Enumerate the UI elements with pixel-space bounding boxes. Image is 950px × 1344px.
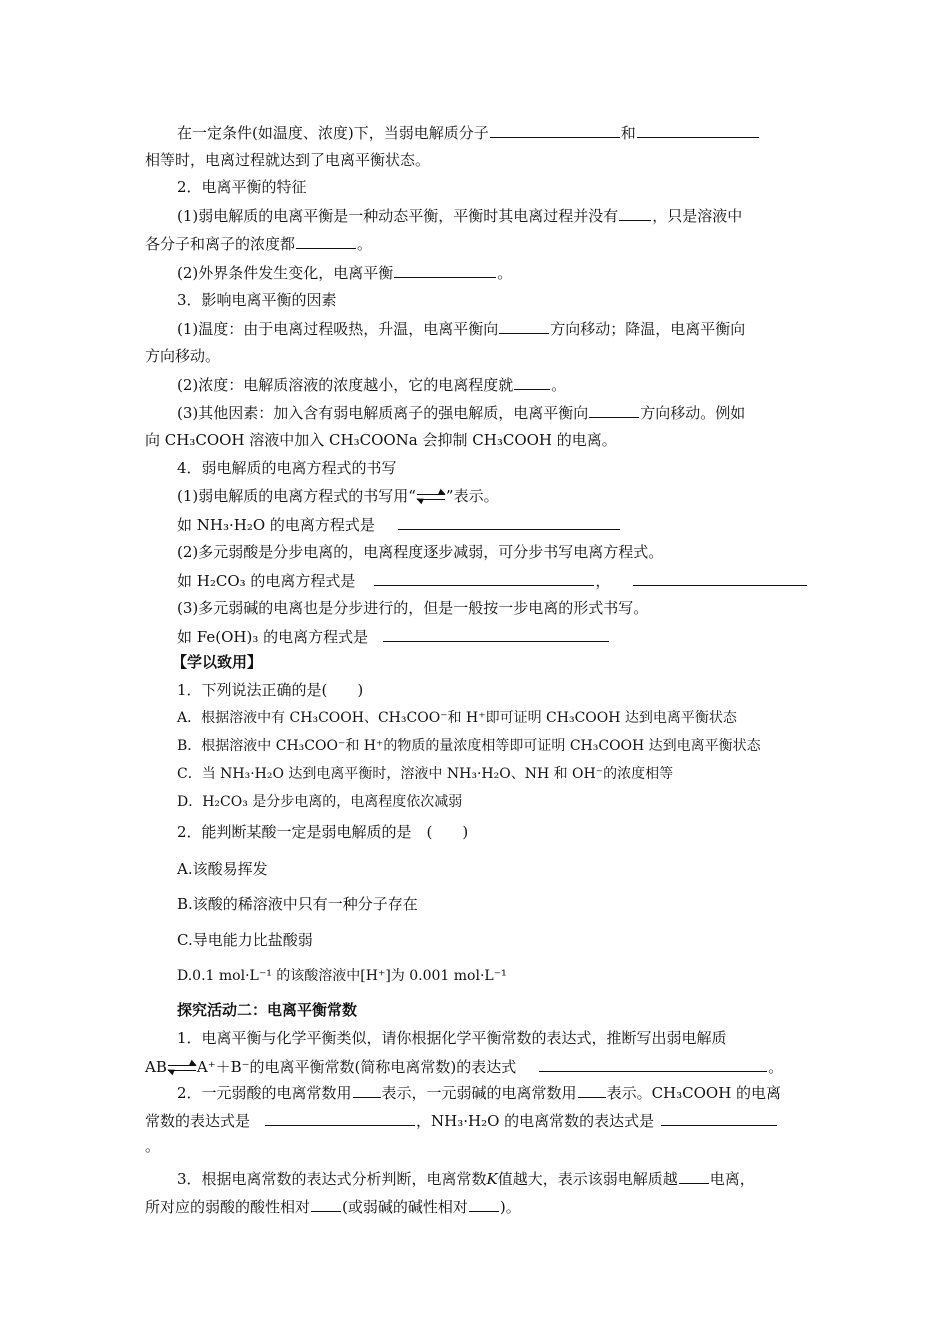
paragraph-line: 各分子和离子的浓度都 。 [145, 235, 373, 253]
paragraph-line: 相等时，电离过程就达到了电离平衡状态。 [145, 151, 431, 169]
section-heading: 3．影响电离平衡的因素 [177, 291, 337, 309]
question-1: 1．下列说法正确的是( ) [177, 681, 364, 699]
paragraph-line: (2)浓度：电解质溶液的浓度越小，它的电离程度就 。 [177, 376, 567, 394]
paragraph-line: (1)温度：由于电离过程吸热，升温，电离平衡向 方向移动；降温，电离平衡向 [177, 320, 746, 338]
paragraph-line: 如 H₂CO₃ 的电离方程式是 ， [177, 570, 808, 591]
blank-field[interactable] [394, 262, 496, 278]
blank-field[interactable] [265, 1110, 415, 1126]
paragraph-line: 1．电离平衡与化学平衡类似，请你根据化学平衡常数的表达式，推断写出弱电解质 [177, 1029, 727, 1047]
paragraph-line: (1)弱电解质的电离平衡是一种动态平衡，平衡时其电离过程并没有 ，只是溶液中 [177, 207, 743, 225]
section-label: 【学以致用】 [172, 653, 263, 671]
paragraph-line: 如 Fe(OH)₃ 的电离方程式是 [177, 626, 610, 647]
paragraph-line: (1)弱电解质的电离方程式的书写用“ ”表示。 [177, 487, 499, 505]
option-d[interactable]: D．H₂CO₃ 是分步电离的，电离程度依次减弱 [177, 794, 463, 810]
blank-field[interactable] [514, 374, 550, 390]
blank-field[interactable] [490, 122, 620, 138]
blank-field[interactable] [398, 514, 620, 530]
paragraph-line: (2)多元弱酸是分步电离的，电离程度逐步减弱，可分步书写电离方程式。 [177, 543, 664, 561]
blank-field[interactable] [383, 626, 609, 642]
paragraph-line: 方向移动。 [145, 347, 221, 365]
option-a[interactable]: A．根据溶液中有 CH₃COOH、CH₃COO⁻和 H⁺即可证明 CH₃COOH 达到电离平衡状态 [177, 710, 737, 726]
section-heading: 4．弱电解质的电离方程式的书写 [177, 459, 397, 477]
option-a[interactable]: A.该酸易挥发 [177, 860, 268, 878]
paragraph-line: 向 CH₃COOH 溶液中加入 CH₃COONa 会抑制 CH₃COOH 的电离。 [145, 431, 617, 449]
blank-field[interactable] [353, 1082, 381, 1098]
paragraph-line: (2)外界条件发生变化，电离平衡 。 [177, 264, 513, 282]
blank-field[interactable] [589, 402, 639, 418]
option-b[interactable]: B.该酸的稀溶液中只有一种分子存在 [177, 895, 418, 913]
paragraph-line: 所对应的弱酸的酸性相对 (或弱碱的碱性相对 )。 [145, 1198, 521, 1216]
reversible-arrow-icon [167, 1062, 197, 1074]
section-heading-activity: 探究活动二：电离平衡常数 [177, 1001, 358, 1019]
blank-field[interactable] [296, 233, 356, 249]
blank-field[interactable] [539, 1056, 767, 1072]
blank-field[interactable] [637, 122, 759, 138]
paragraph-line: AB A⁺＋B⁻的电离平衡常数(简称电离常数)的表达式 。 [145, 1058, 784, 1076]
section-heading: 2．电离平衡的特征 [177, 178, 307, 196]
paragraph-line: 如 NH₃·H₂O 的电离方程式是 [177, 514, 621, 535]
paragraph-equilibrium-definition: 在一定条件(如温度、浓度)下，当弱电解质分子 和 [177, 122, 760, 143]
paragraph-line: 3．根据电离常数的表达式分析判断，电离常数K值越大，表示该弱电解质越 电离， [177, 1170, 755, 1188]
blank-field[interactable] [374, 570, 594, 586]
blank-field[interactable] [661, 1110, 777, 1126]
paragraph-line: (3)多元弱碱的电离也是分步进行的，但是一般按一步电离的形式书写。 [177, 599, 649, 617]
blank-field[interactable] [499, 318, 549, 334]
paragraph-line: 2．一元弱酸的电离常数用 表示，一元弱碱的电离常数用 表示。CH₃COOH 的电离 [177, 1084, 782, 1102]
paragraph-line: (3)其他因素：加入含有弱电解质离子的强电解质，电离平衡向 方向移动。例如 [177, 404, 746, 422]
question-2: 2．能判断某酸一定是弱电解质的是 ( ) [177, 823, 469, 841]
blank-field[interactable] [679, 1168, 709, 1184]
blank-field[interactable] [469, 1196, 499, 1212]
paragraph-line: 常数的表达式是 ，NH₃·H₂O 的电离常数的表达式是 [145, 1110, 778, 1131]
option-b[interactable]: B．根据溶液中 CH₃COO⁻和 H⁺的物质的量浓度相等即可证明 CH₃COOH 达到电离平衡状态 [177, 738, 761, 754]
option-d[interactable]: D.0.1 mol·L⁻¹ 的该酸溶液中[H⁺]为 0.001 mol·L⁻¹ [177, 968, 507, 984]
option-c[interactable]: C．当 NH₃·H₂O 达到电离平衡时，溶液中 NH₃·H₂O、NH 和 OH⁻的浓度相等 [177, 766, 674, 782]
blank-field[interactable] [633, 570, 807, 586]
option-c[interactable]: C.导电能力比盐酸弱 [177, 931, 313, 949]
blank-field[interactable] [578, 1082, 606, 1098]
blank-field[interactable] [619, 205, 651, 221]
reversible-arrow-icon [416, 491, 446, 503]
blank-field[interactable] [311, 1196, 341, 1212]
paragraph-line: 。 [145, 1137, 161, 1155]
